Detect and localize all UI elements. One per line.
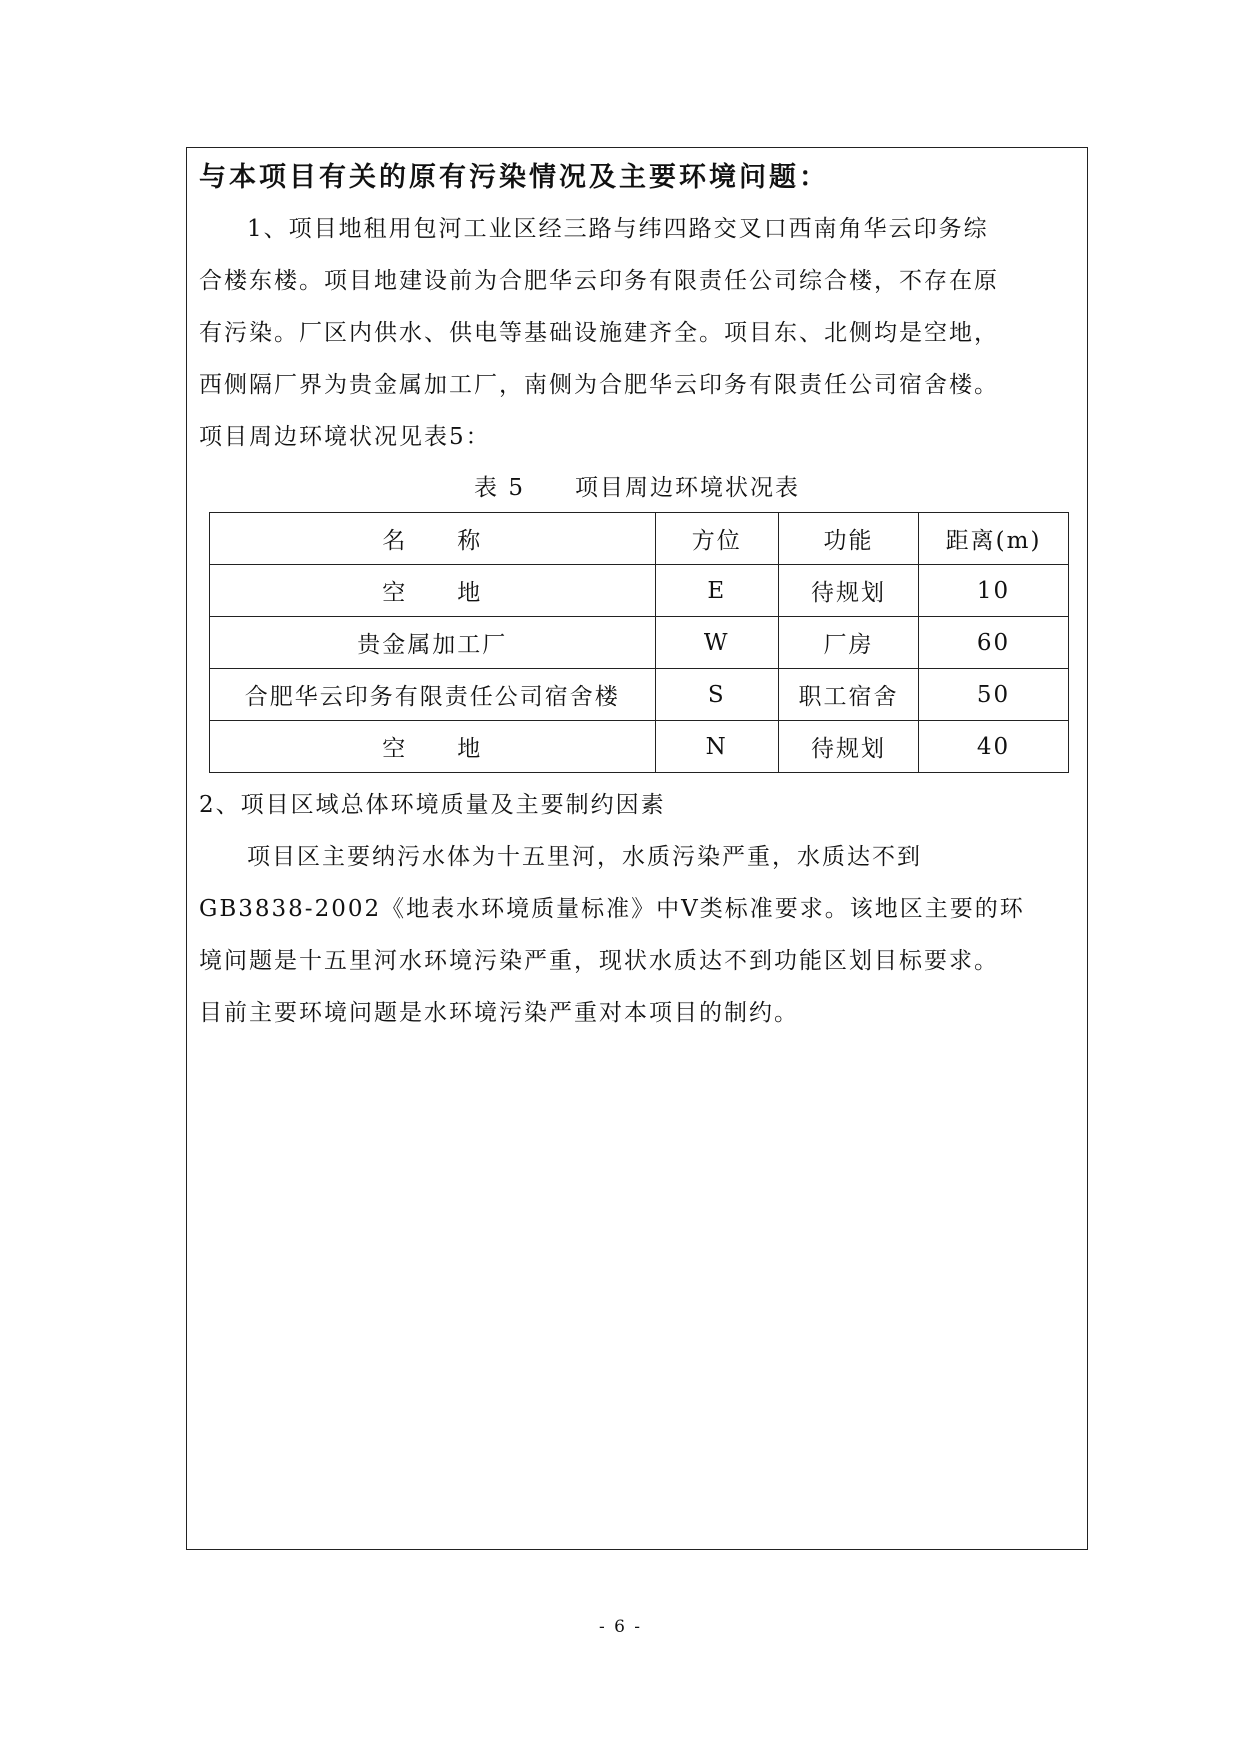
- section-2-title: 2、项目区域总体环境质量及主要制约因素: [199, 792, 666, 818]
- table-row: [210, 669, 1069, 721]
- table-header-row: [210, 513, 1069, 565]
- page-number: - 6 -: [598, 1617, 643, 1637]
- paragraph-1-line: 项目周边环境状况见表5：: [199, 424, 491, 450]
- table-caption-number: 表 5: [474, 475, 525, 501]
- cell-direction: S: [655, 669, 778, 721]
- cell-name: 空 地: [210, 565, 656, 617]
- table-row: [210, 721, 1069, 773]
- cell-distance: 60: [919, 617, 1069, 669]
- header-distance: 距离(m): [919, 513, 1069, 565]
- section-heading: 与本项目有关的原有污染情况及主要环境问题：: [199, 162, 829, 193]
- table-caption-title: 项目周边环境状况表: [574, 475, 800, 501]
- paragraph-1-line: 西侧隔厂界为贵金属加工厂，南侧为合肥华云印务有限责任公司宿舍楼。: [199, 372, 999, 398]
- content-frame: [186, 147, 1088, 1550]
- header-direction: 方位: [655, 513, 778, 565]
- paragraph-2-line: 境问题是十五里河水环境污染严重，现状水质达不到功能区划目标要求。: [199, 948, 999, 974]
- cell-direction: N: [655, 721, 778, 773]
- cell-direction: W: [655, 617, 778, 669]
- cell-function: 职工宿舍: [778, 669, 918, 721]
- paragraph-1-line: 有污染。厂区内供水、供电等基础设施建齐全。项目东、北侧均是空地，: [199, 320, 999, 346]
- surroundings-table: [209, 512, 1069, 773]
- cell-function: 厂房: [778, 617, 918, 669]
- cell-direction: E: [655, 565, 778, 617]
- cell-name: 贵金属加工厂: [210, 617, 656, 669]
- paragraph-1-line: 1、项目地租用包河工业区经三路与纬四路交叉口西南角华云印务综: [247, 216, 989, 242]
- cell-function: 待规划: [778, 721, 918, 773]
- cell-distance: 40: [919, 721, 1069, 773]
- cell-distance: 10: [919, 565, 1069, 617]
- cell-name: 合肥华云印务有限责任公司宿舍楼: [210, 669, 656, 721]
- paragraph-2-line: GB3838-2002《地表水环境质量标准》中V类标准要求。该地区主要的环: [199, 896, 1025, 922]
- table-caption: [187, 470, 1087, 506]
- paragraph-1-line: 合楼东楼。项目地建设前为合肥华云印务有限责任公司综合楼，不存在原: [199, 268, 999, 294]
- header-function: 功能: [778, 513, 918, 565]
- paragraph-2-line: 目前主要环境问题是水环境污染严重对本项目的制约。: [199, 1000, 799, 1026]
- table-row: [210, 565, 1069, 617]
- cell-name: 空 地: [210, 721, 656, 773]
- table-row: [210, 617, 1069, 669]
- cell-function: 待规划: [778, 565, 918, 617]
- paragraph-2: [199, 831, 1075, 1039]
- paragraph-1: [199, 203, 1075, 463]
- header-name: 名 称: [210, 513, 656, 565]
- cell-distance: 50: [919, 669, 1069, 721]
- paragraph-2-line: 项目区主要纳污水体为十五里河，水质污染严重，水质达不到: [247, 844, 922, 870]
